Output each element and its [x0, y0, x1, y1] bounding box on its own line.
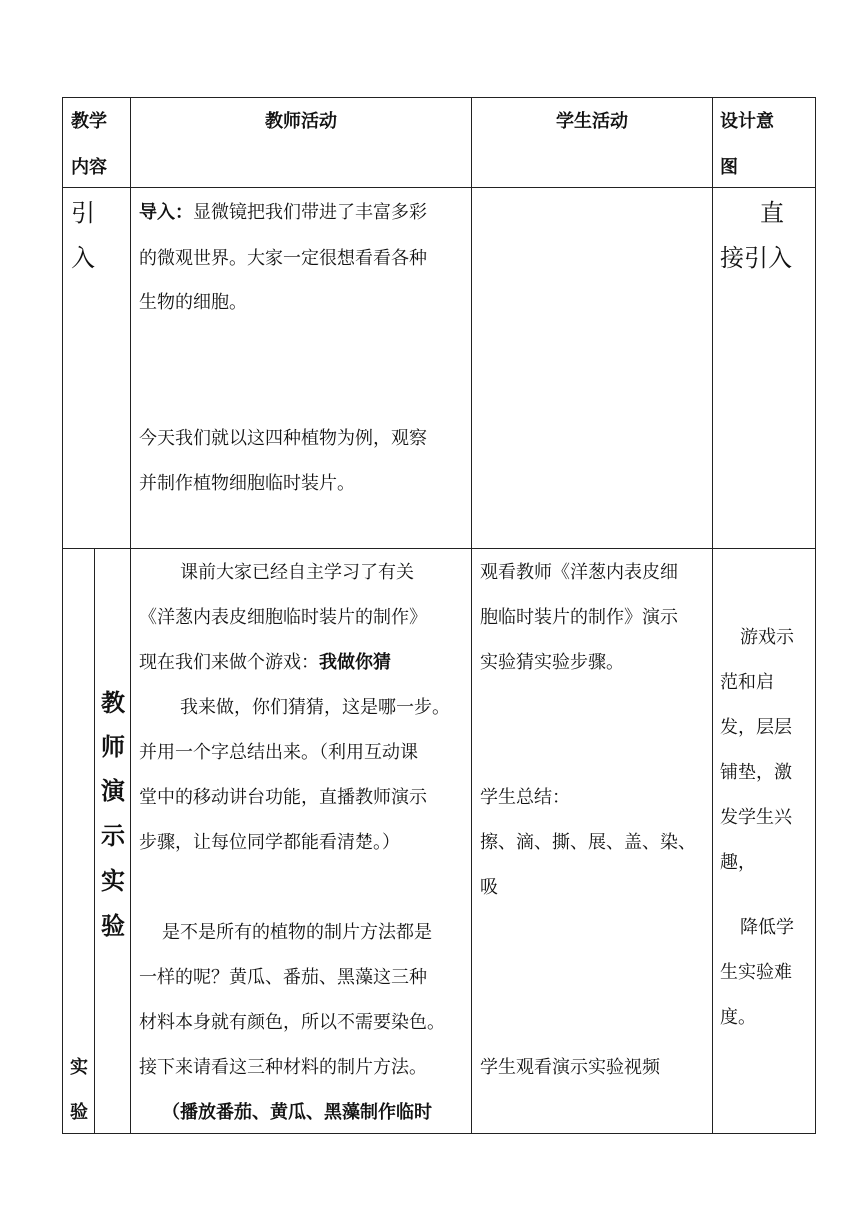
table-left-border: [62, 97, 63, 1134]
row2-design-line8: 生实验难: [720, 962, 792, 983]
header-bottom-border: [62, 187, 816, 188]
row1-teacher-text-1: 显微镜把我们带进了丰富多彩: [193, 202, 427, 223]
row2-design-line4: 铺垫，激: [720, 762, 792, 783]
row1-teacher-line1: [139, 190, 427, 236]
row2-teacher-text-7: 步骤，让每位同学都能看清楚。）: [139, 832, 400, 853]
row2-teacher-text-12: （播放番茄、黄瓜、黑藻制作临时: [162, 1102, 432, 1123]
header-content-line1: 教学: [71, 111, 107, 132]
header-student-activity: 学生活动: [556, 111, 628, 132]
row1-design-line1: 直: [760, 199, 784, 227]
header-design-line1: 设计意: [720, 111, 774, 132]
row2-inner-label-4: 示: [101, 822, 125, 850]
row2-inner-label-6: 验: [101, 912, 125, 940]
col1-right-border-row2: [130, 548, 131, 1134]
header-content-line2: 内容: [71, 157, 107, 178]
header-design-line2: 图: [720, 157, 738, 178]
table-top-border: [62, 97, 816, 98]
row2-student-text-3: 实验猜实验步骤。: [480, 652, 624, 673]
row1-design-line2: 接引入: [720, 244, 792, 272]
col2-right-border: [471, 97, 472, 1134]
row2-teacher-text-5: 并用一个字总结出来。（利用互动课: [139, 742, 418, 763]
row2-inner-label-1: 教: [101, 689, 125, 717]
row2-inner-label-2: 师: [101, 733, 125, 761]
row2-teacher-text-4: 我来做，你们猜猜，这是哪一步。: [180, 697, 450, 718]
row2-design-line3: 发，层层: [720, 717, 792, 738]
row2-design-line6: 趣，: [720, 852, 756, 873]
row2-student-summary-label: 学生总结：: [480, 787, 570, 808]
row2-teacher-text-8: 是不是所有的植物的制片方法都是: [162, 922, 432, 943]
row1-content-line1: 引: [71, 199, 95, 227]
table-right-border: [815, 97, 816, 1134]
col1-right-border: [130, 97, 131, 549]
row2-teacher-game-prefix: 现在我们来做个游戏：: [139, 652, 319, 673]
row2-student-summary: 擦、滴、撕、展、盖、染、: [480, 832, 696, 853]
row2-teacher-text-1: 课前大家已经自主学习了有关: [180, 562, 414, 583]
row2-inner-label-3: 演: [101, 777, 125, 805]
row1-teacher-label: 导入：: [139, 202, 193, 223]
row2-outer-label-line1: 实: [70, 1057, 88, 1078]
row2-design-line1: 游戏示: [740, 627, 794, 648]
row1-teacher-text-5: 并制作植物细胞临时装片。: [139, 473, 355, 494]
row2-student-text-2: 胞临时装片的制作》演示: [480, 607, 678, 628]
row1-content-line2: 入: [71, 244, 95, 272]
row1-teacher-text-4: 今天我们就以这四种植物为例，观察: [139, 428, 427, 449]
row2-design-line2: 范和启: [720, 672, 774, 693]
inner-label-left-border: [94, 548, 95, 1134]
row2-teacher-text-3: [139, 640, 391, 686]
row2-outer-label-line2: 验: [70, 1102, 88, 1123]
row2-design-line5: 发学生兴: [720, 807, 792, 828]
row2-teacher-text-10: 材料本身就有颜色，所以不需要染色。: [139, 1012, 445, 1033]
row2-inner-label-5: 实: [101, 867, 125, 895]
row2-design-line9: 度。: [720, 1007, 756, 1028]
row1-teacher-text-3: 生物的细胞。: [139, 292, 247, 313]
row2-student-summary-2: 吸: [480, 877, 498, 898]
row2-teacher-game-name: 我做你猜: [319, 652, 391, 673]
row2-teacher-text-2: 《洋葱内表皮细胞临时装片的制作》: [139, 607, 427, 628]
row1-bottom-border: [62, 548, 816, 549]
row1-teacher-text-2: 的微观世界。大家一定很想看看各种: [139, 248, 427, 269]
row2-student-watch: 学生观看演示实验视频: [480, 1057, 660, 1078]
row2-teacher-text-11: 接下来请看这三种材料的制片方法。: [139, 1057, 427, 1078]
row2-student-text-1: 观看教师《洋葱内表皮细: [480, 562, 678, 583]
header-teacher-activity: 教师活动: [265, 111, 337, 132]
row2-teacher-text-9: 一样的呢？黄瓜、番茄、黑藻这三种: [139, 967, 427, 988]
row2-teacher-text-6: 堂中的移动讲台功能，直播教师演示: [139, 787, 427, 808]
row2-design-line7: 降低学: [740, 917, 794, 938]
col3-right-border: [712, 97, 713, 1134]
